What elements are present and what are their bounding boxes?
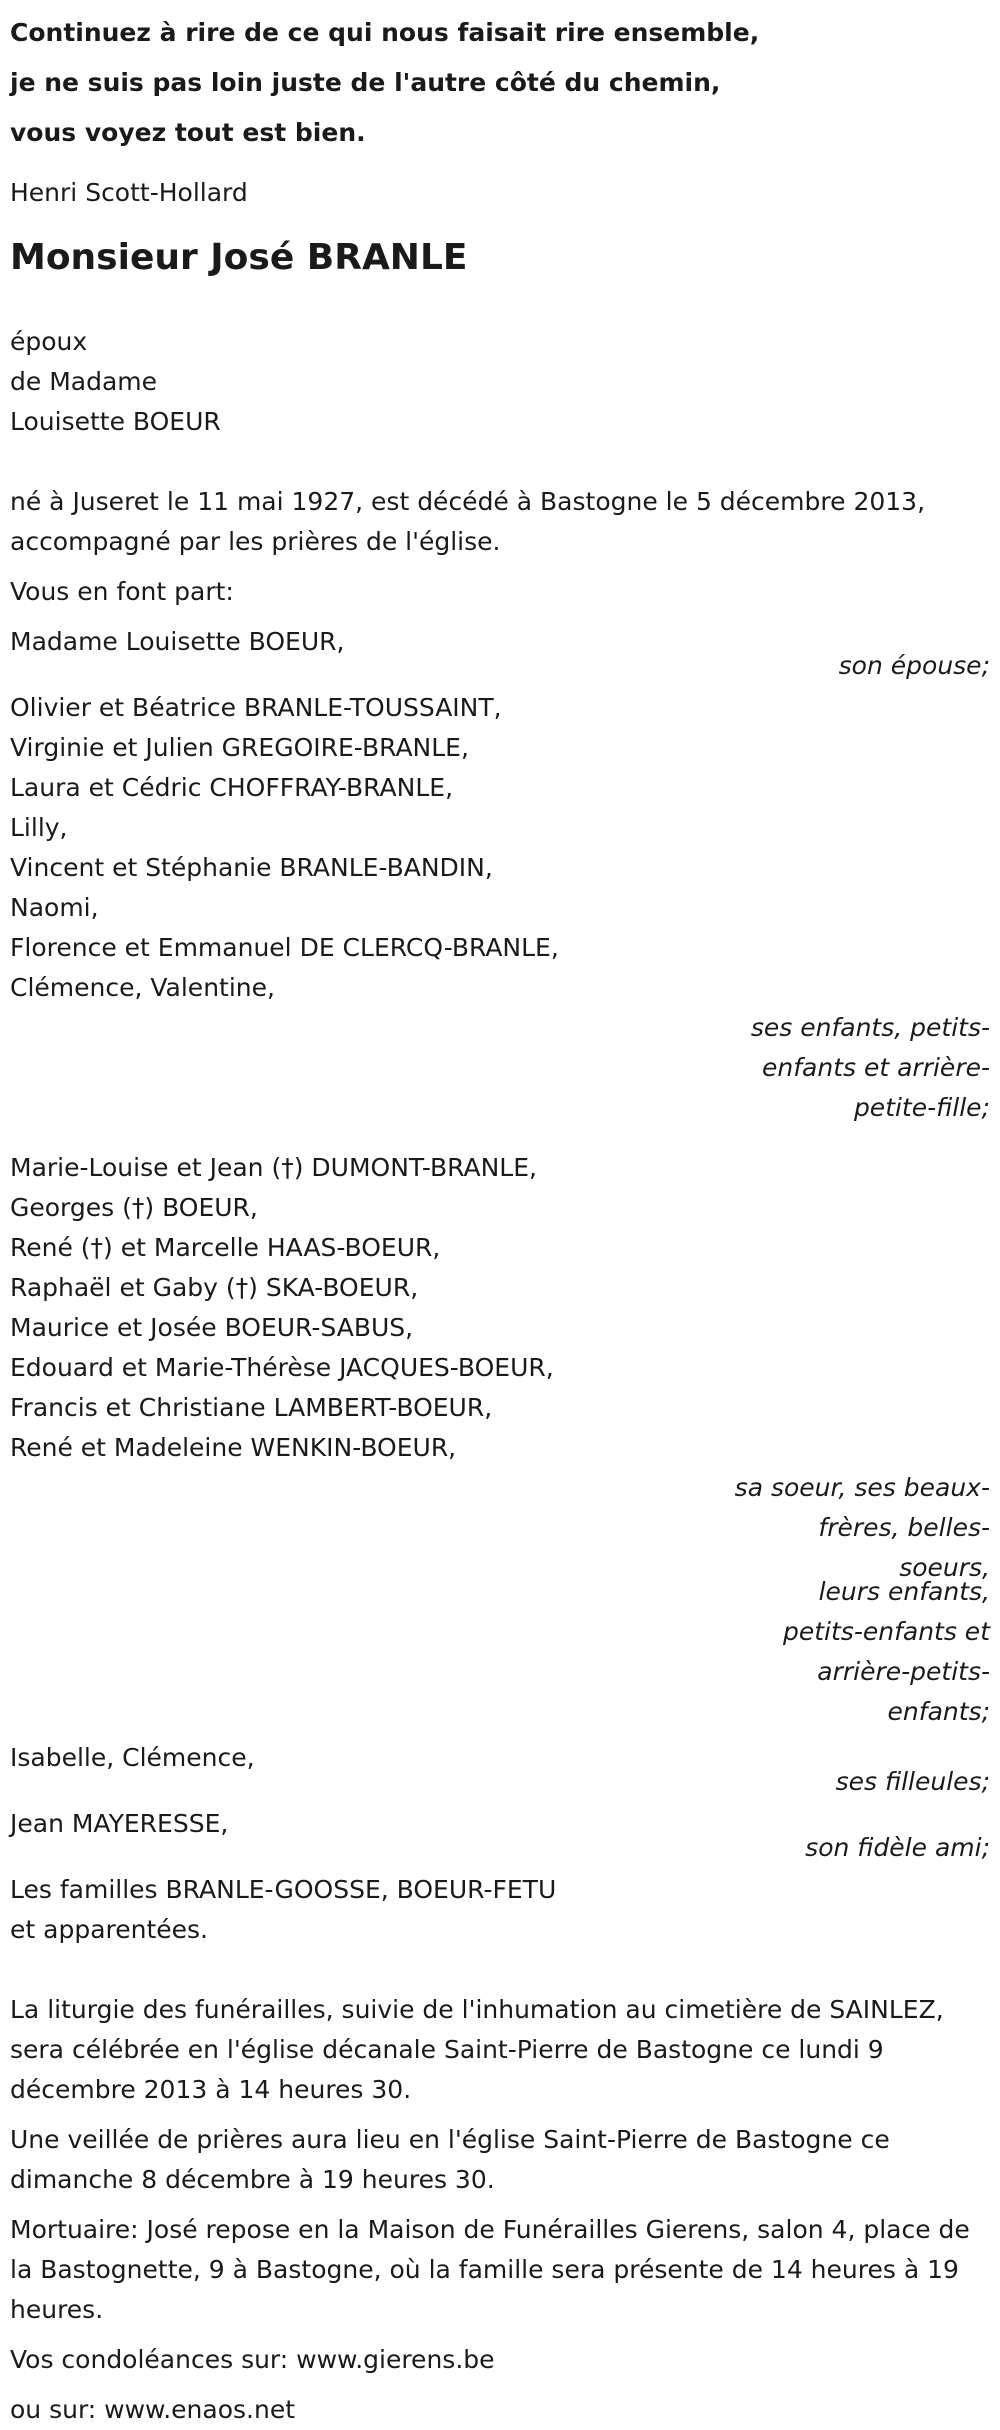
poem-line: je ne suis pas loin juste de l'autre côté du chemin,: [10, 68, 721, 97]
spouse-line: Louisette BOEUR: [10, 407, 221, 436]
relation-label: son épouse;: [838, 651, 990, 680]
relation-label: ses filleules;: [835, 1767, 990, 1796]
family-name: Clémence, Valentine,: [10, 973, 275, 1002]
condolences-link-2[interactable]: ou sur: www.enaos.net: [10, 2395, 295, 2424]
family-group-goddaughters: [10, 1738, 990, 1802]
relation-label: [10, 1008, 990, 1128]
relation-line: sa soeur, ses beaux-: [734, 1473, 990, 1502]
relation-label: [10, 1468, 990, 1732]
poem-line: vous voyez tout est bien.: [10, 118, 366, 147]
family-name: Virginie et Julien GREGOIRE-BRANLE,: [10, 733, 469, 762]
relation-line: leurs enfants,: [818, 1577, 990, 1606]
condolences-link-1[interactable]: Vos condoléances sur: www.gierens.be: [10, 2345, 495, 2374]
family-name: Georges (†) BOEUR,: [10, 1193, 258, 1222]
family-name: Edouard et Marie-Thérèse JACQUES-BOEUR,: [10, 1353, 554, 1382]
family-name: Francis et Christiane LAMBERT-BOEUR,: [10, 1393, 493, 1422]
family-name: Laura et Cédric CHOFFRAY-BRANLE,: [10, 773, 454, 802]
family-name: Olivier et Béatrice BRANLE-TOUSSAINT,: [10, 693, 502, 722]
relation-line: ses enfants, petits-: [750, 1013, 990, 1042]
relation-line: enfants et arrière-: [762, 1053, 990, 1082]
family-name: Lilly,: [10, 813, 68, 842]
family-name: Madame Louisette BOEUR,: [10, 627, 345, 656]
birth-death-line: né à Juseret le 11 mai 1927, est décédé à Bastogne le 5 décembre 2013,: [10, 487, 926, 516]
family-group-siblings: [10, 1148, 990, 1732]
announce-heading: Vous en font part:: [10, 577, 234, 606]
spouse-line: de Madame: [10, 367, 158, 396]
family-group-spouse: [10, 622, 990, 686]
family-name: Jean MAYERESSE,: [10, 1809, 229, 1838]
family-group-friend: [10, 1804, 990, 1868]
funeral-liturgy-text: La liturgie des funérailles, suivie de l'inhumation au cimetière de SAINLEZ, sera célébrée en l'église décanale Saint-Pierre de Bastogne ce lundi 9 décembre 2013 à 14 heures 30.: [10, 1995, 944, 2104]
poem-line: Continuez à rire de ce qui nous faisait rire ensemble,: [10, 18, 760, 47]
poem-quote: [10, 8, 990, 158]
birth-death-line: accompagné par les prières de l'église.: [10, 527, 501, 556]
spouse-info: [10, 322, 990, 442]
family-name: Vincent et Stéphanie BRANLE-BANDIN,: [10, 853, 493, 882]
relation-line: enfants;: [887, 1697, 990, 1726]
deceased-name: Monsieur José BRANLE: [10, 237, 468, 278]
family-name: Isabelle, Clémence,: [10, 1743, 255, 1772]
obituary-page: [10, 0, 990, 2430]
family-name: René (†) et Marcelle HAAS-BOEUR,: [10, 1233, 441, 1262]
relation-line: petite-fille;: [853, 1093, 990, 1122]
family-name: Marie-Louise et Jean (†) DUMONT-BRANLE,: [10, 1153, 537, 1182]
relation-line: petits-enfants et: [783, 1617, 990, 1646]
family-name: René et Madeleine WENKIN-BOEUR,: [10, 1433, 457, 1462]
poem-author: Henri Scott-Hollard: [10, 178, 248, 207]
relation-line: frères, belles-: [818, 1513, 990, 1542]
relation-label: son fidèle ami;: [805, 1833, 990, 1862]
mortuary-text: Mortuaire: José repose en la Maison de Funérailles Gierens, salon 4, place de la Bastognette, 9 à Bastogne, où la famille sera présente de 14 heures à 19 heures.: [10, 2215, 970, 2324]
ceremony-info: [10, 1990, 990, 2430]
family-name: Florence et Emmanuel DE CLERCQ-BRANLE,: [10, 933, 559, 962]
family-name: Naomi,: [10, 893, 99, 922]
family-name: Raphaël et Gaby (†) SKA-BOEUR,: [10, 1273, 419, 1302]
family-group-children: [10, 688, 990, 1128]
family-group-families: [10, 1870, 990, 1950]
relation-line: arrière-petits-: [817, 1657, 990, 1686]
family-name: Maurice et Josée BOEUR-SABUS,: [10, 1313, 414, 1342]
family-name: et apparentées.: [10, 1915, 208, 1944]
relation-line: soeurs,: [899, 1553, 990, 1582]
spouse-line: époux: [10, 327, 88, 356]
family-name: Les familles BRANLE-GOOSSE, BOEUR-FETU: [10, 1875, 557, 1904]
vigil-text: Une veillée de prières aura lieu en l'église Saint-Pierre de Bastogne ce dimanche 8 décembre à 19 heures 30.: [10, 2125, 890, 2194]
birth-death-info: [10, 482, 990, 562]
